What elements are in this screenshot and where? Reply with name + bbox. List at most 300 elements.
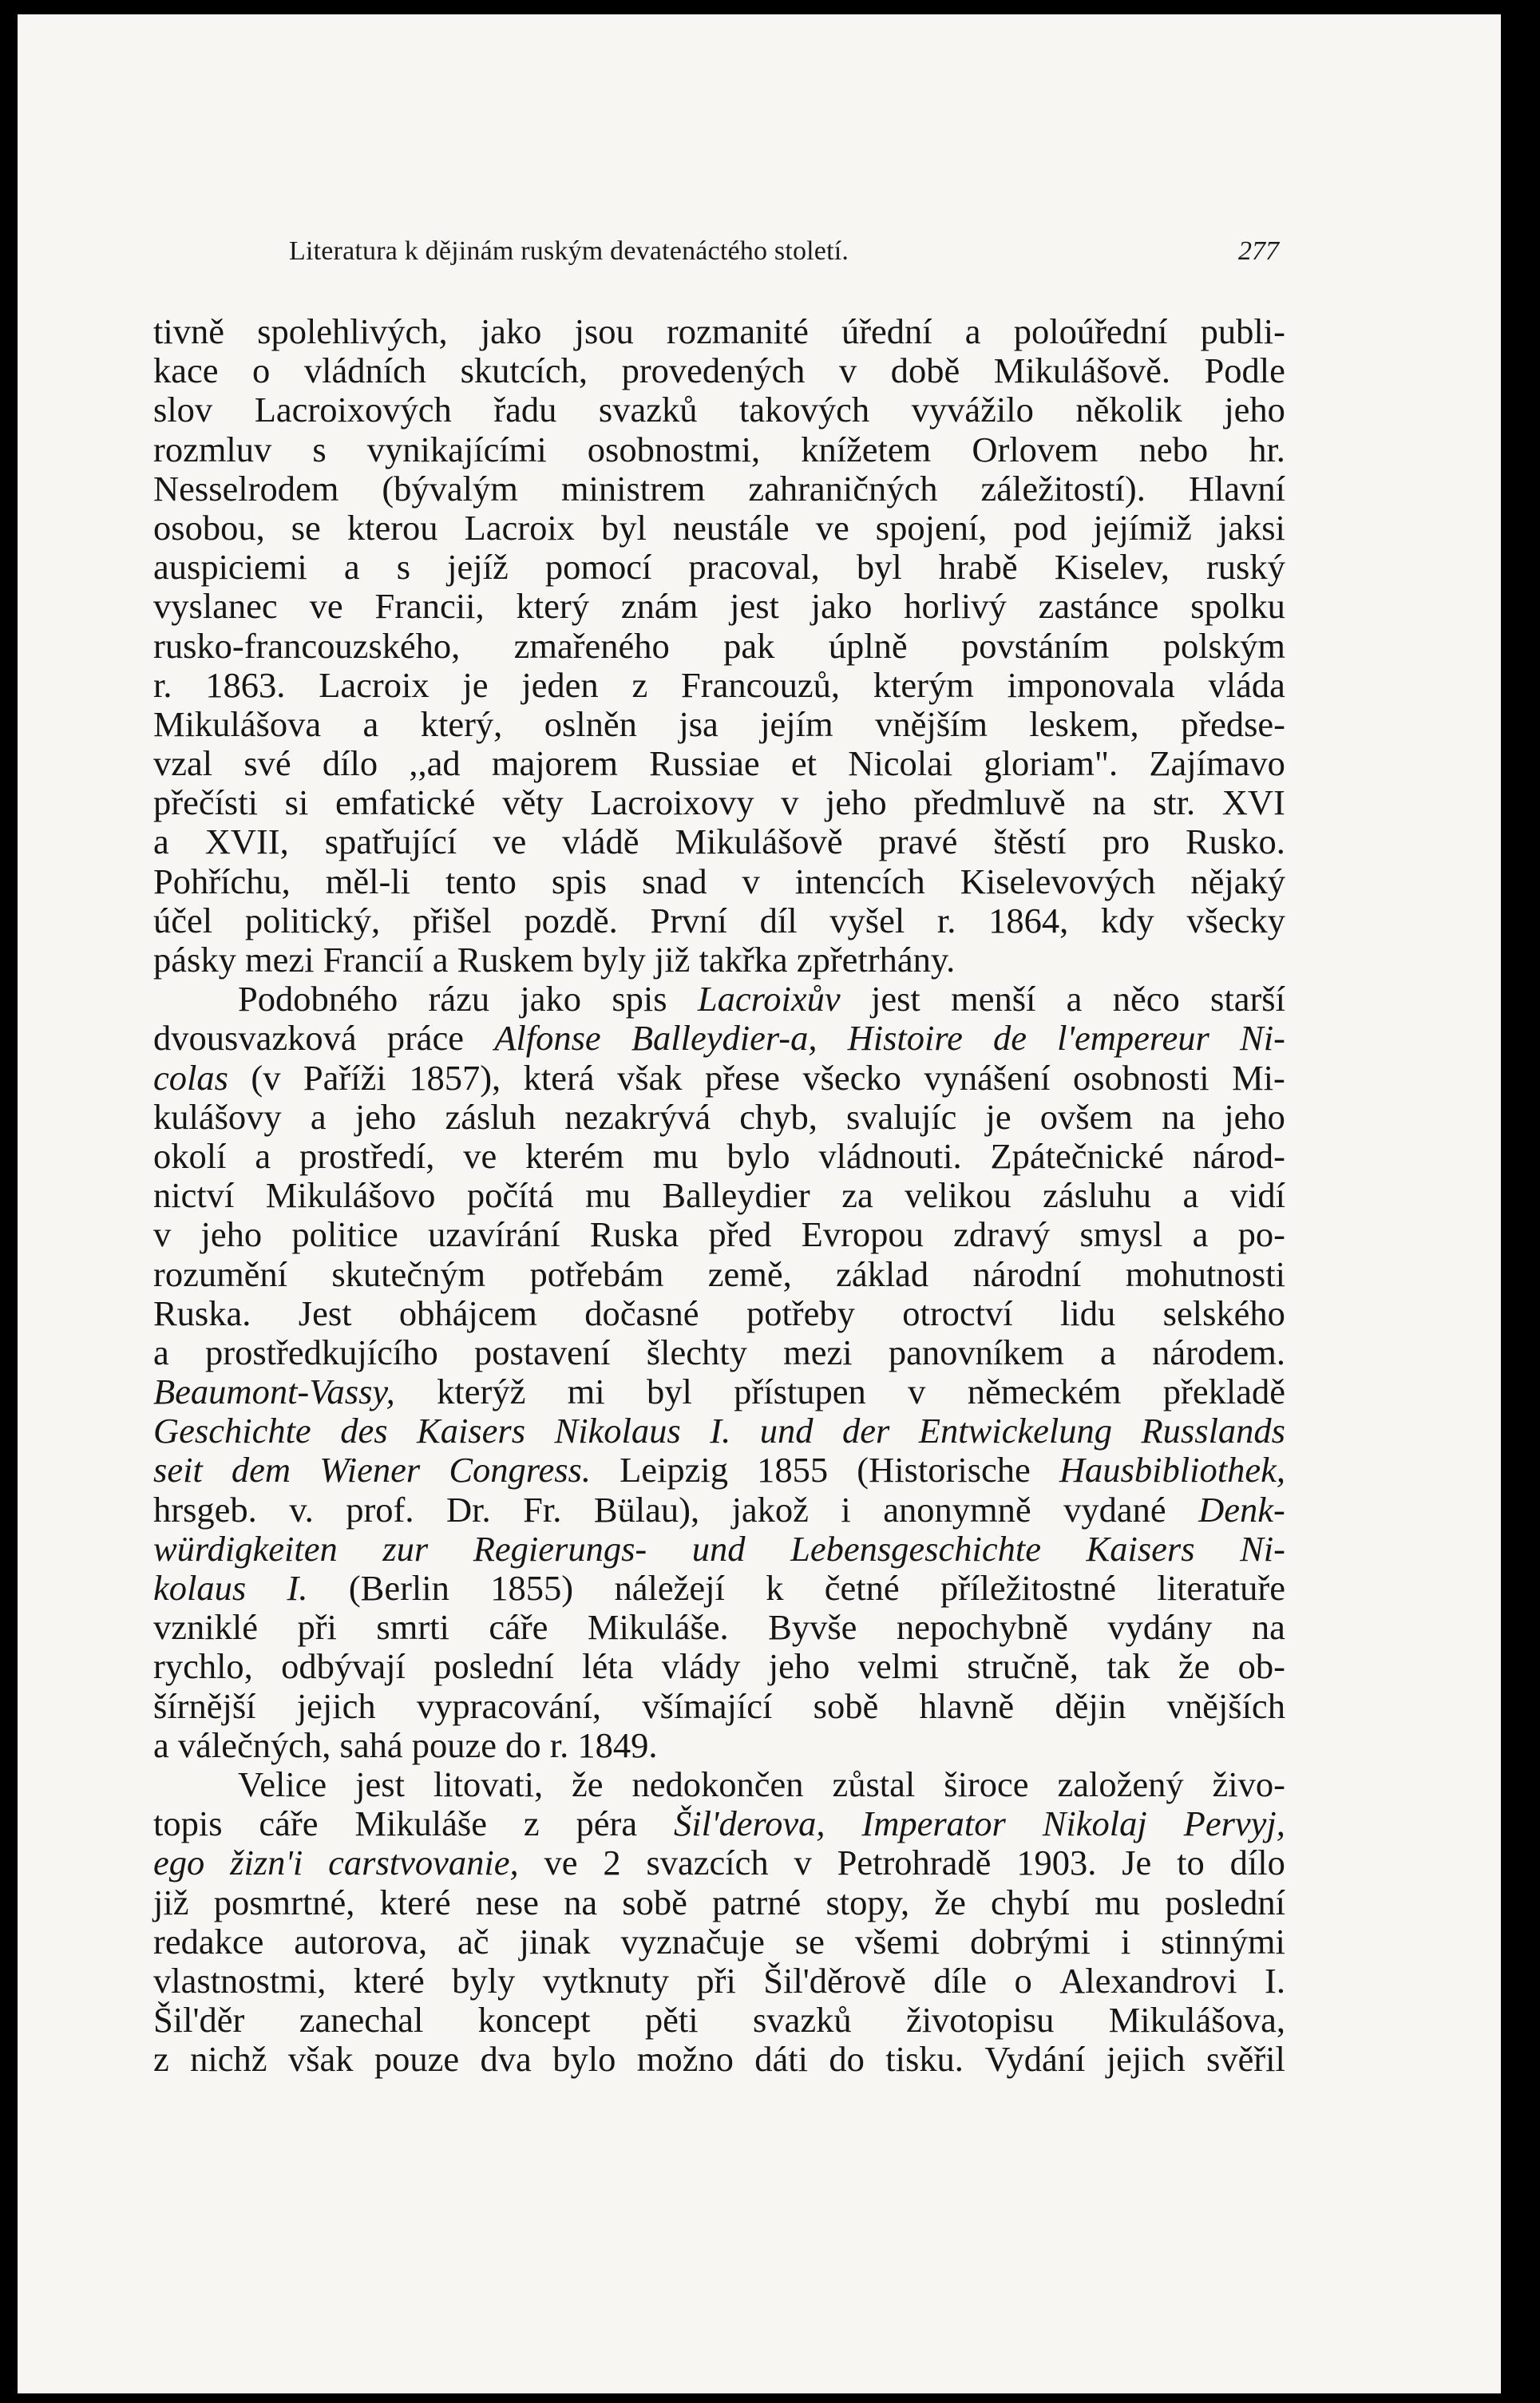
word: ego: [153, 1843, 205, 1883]
word: která: [523, 1057, 595, 1098]
word: potřebám: [529, 1253, 664, 1294]
word: do: [505, 1724, 550, 1765]
word: vzniklé: [153, 1607, 258, 1648]
word: kulášovy: [153, 1096, 282, 1137]
word: úřední: [841, 311, 932, 351]
text-line: [153, 627, 1285, 666]
word: zahraničných: [748, 468, 938, 509]
word: Nikolaj: [1042, 1803, 1147, 1844]
word: jejíž: [447, 547, 509, 588]
word: tisku.: [885, 2039, 964, 2080]
text-line: [153, 469, 1285, 509]
word: byly: [582, 940, 655, 980]
word: spolku: [1190, 586, 1285, 627]
word: Ruska.: [153, 1293, 251, 1333]
text-line: [153, 1215, 1285, 1254]
word: rozmanité: [666, 311, 809, 351]
word: 1855): [490, 1568, 574, 1608]
word: počítá: [466, 1175, 554, 1216]
word: Hausbibliothek,: [1059, 1450, 1285, 1490]
word: několik: [1075, 390, 1182, 430]
word: přišel: [412, 900, 492, 940]
running-head: Literatura k dějinám ruským devatenáctého století.: [289, 236, 849, 266]
word: Kiselevových: [960, 861, 1156, 901]
word: a: [362, 703, 379, 744]
word: colas: [153, 1057, 228, 1098]
word: šírnější: [153, 1685, 256, 1726]
word: jejímiž: [1093, 507, 1192, 548]
word: Mikuláše.: [587, 1607, 729, 1648]
book-page: [18, 14, 1501, 2393]
word: přístupen: [734, 1372, 866, 1412]
word: že: [572, 1764, 604, 1804]
word: o: [1014, 1960, 1032, 2001]
word: pouze: [374, 2039, 460, 2080]
word: svazcích: [646, 1843, 769, 1883]
word: r.: [549, 1724, 578, 1765]
text-line: [153, 1530, 1285, 1569]
word: jeho: [825, 782, 887, 823]
word: Entwickelung: [918, 1411, 1112, 1451]
word: že: [1178, 1646, 1210, 1687]
word: uzavírání: [428, 1214, 560, 1255]
word: v: [794, 1843, 812, 1883]
word: redakce: [153, 1921, 264, 1962]
word: že: [934, 1882, 966, 1922]
word: práce: [386, 1018, 465, 1059]
word: (bývalým: [382, 468, 518, 509]
word: prostředkujícího: [205, 1332, 438, 1372]
word: Lacroix: [319, 664, 430, 705]
word: ve: [309, 586, 343, 627]
word: jaksi: [1217, 507, 1285, 548]
word: vytknuty: [542, 1960, 669, 2001]
word: takových: [738, 390, 870, 430]
word: Jest: [298, 1293, 352, 1333]
word: und: [759, 1411, 814, 1451]
word: jejich: [296, 1685, 376, 1726]
word: stručně,: [967, 1646, 1079, 1687]
word: dílo: [1229, 1843, 1285, 1883]
word: pod: [1013, 507, 1067, 548]
word: smrti: [376, 1607, 449, 1648]
word: neustále: [672, 507, 790, 548]
word: starší: [1210, 979, 1285, 1019]
word: díle: [933, 1960, 988, 2001]
word: 1855: [757, 1450, 829, 1490]
text-line: [153, 901, 1285, 940]
word: Francii,: [374, 586, 485, 627]
word: vláda: [1208, 664, 1285, 705]
word: v: [153, 1214, 172, 1255]
word: jest: [355, 1764, 405, 1804]
word: hlavně: [919, 1685, 1015, 1726]
word: jeho: [354, 1096, 417, 1137]
word: ve: [544, 1843, 578, 1883]
word: emfatické: [335, 782, 476, 823]
word: odbývají: [281, 1646, 406, 1687]
word: zůstal: [832, 1764, 916, 1804]
word: auspiciemi: [153, 547, 307, 588]
word: jako: [520, 979, 582, 1019]
word: dem: [231, 1450, 291, 1490]
text-line: [153, 1137, 1285, 1176]
word: Zajímavo: [1149, 743, 1285, 784]
word: jako: [480, 311, 542, 351]
word: Mikulášova,: [1108, 2000, 1285, 2041]
word: hrsgeb.: [153, 1489, 257, 1530]
word: ovšem: [1039, 1096, 1133, 1137]
word: a: [153, 1332, 169, 1372]
word: Pohříchu,: [153, 861, 291, 901]
word: Francií: [323, 940, 433, 980]
word: kolaus: [153, 1568, 247, 1608]
word: pěti: [644, 2000, 699, 2041]
text-line: [153, 1098, 1285, 1137]
word: byl: [646, 1372, 692, 1412]
word: koncept: [477, 2000, 591, 2041]
word: díl: [759, 900, 798, 940]
word: politice: [291, 1214, 398, 1255]
word: Byvše: [768, 1607, 857, 1648]
word: ač: [457, 1921, 489, 1962]
word: Francouzů,: [681, 664, 840, 705]
word: účel: [153, 900, 213, 940]
word: kterýž: [437, 1372, 526, 1412]
word: 1863.: [205, 664, 286, 705]
word: cáře: [489, 1607, 548, 1648]
word: vládních: [303, 350, 427, 391]
word: dva: [480, 2039, 532, 2080]
word: 1903.: [1016, 1843, 1097, 1883]
word: po-: [1237, 1214, 1285, 1255]
word: jejich: [1106, 2039, 1186, 2080]
word: osobou,: [153, 507, 265, 548]
word: mi: [567, 1372, 605, 1412]
word: obhájcem: [398, 1293, 537, 1333]
word: nebo: [1138, 429, 1209, 469]
word: Balleydier-a,: [631, 1018, 818, 1059]
word: dějin: [1055, 1685, 1126, 1726]
word: Imperator: [861, 1803, 1006, 1844]
text-line: [153, 1059, 1285, 1098]
word: Geschichte: [153, 1411, 311, 1451]
word: Russlands: [1141, 1411, 1285, 1451]
word: Nicolai: [848, 743, 953, 784]
word: Petrohradě: [837, 1843, 992, 1883]
word: a: [1182, 1175, 1199, 1216]
word: str.: [1152, 782, 1196, 823]
word: a: [153, 821, 169, 862]
word: překladě: [1162, 1372, 1285, 1412]
word: kterém: [525, 1135, 624, 1176]
word: horlivý: [904, 586, 1007, 627]
word: XVI: [1221, 782, 1285, 823]
word: Lacroix: [464, 507, 575, 548]
word: bylo: [552, 2039, 616, 2080]
word: hrabě: [938, 547, 1018, 588]
word: vládnouti.: [818, 1135, 962, 1176]
word: a: [153, 1724, 178, 1765]
word: jakož: [731, 1489, 809, 1530]
word: mu: [1095, 1882, 1140, 1922]
word: r.: [153, 664, 172, 705]
word: oslněn: [544, 703, 637, 744]
word: již: [654, 940, 699, 980]
word: Pervyj,: [1183, 1803, 1285, 1844]
word: des: [340, 1411, 388, 1451]
word: Podobného: [238, 979, 398, 1019]
word: Regierungs-: [473, 1528, 647, 1569]
word: Je: [1122, 1843, 1152, 1883]
word: Ruskem: [457, 940, 583, 980]
body-text: [153, 312, 1285, 2079]
word: pásky: [153, 940, 245, 980]
word: náležejí: [614, 1568, 725, 1608]
word: je: [462, 664, 489, 705]
word: bylo: [726, 1135, 790, 1176]
word: würdigkeiten: [153, 1528, 338, 1569]
word: menší: [951, 979, 1036, 1019]
word: jeden: [521, 664, 599, 705]
word: vyvážilo: [911, 390, 1034, 430]
word: rázu: [428, 979, 490, 1019]
word: německém: [967, 1372, 1122, 1412]
word: und: [691, 1528, 746, 1569]
word: úplně: [828, 625, 908, 666]
word: spatřující: [324, 821, 457, 862]
word: Mikulášově.: [993, 350, 1170, 391]
word: knížetem: [801, 429, 932, 469]
word: Orlovem: [972, 429, 1099, 469]
text-line: [153, 1176, 1285, 1215]
word: patrné: [712, 1882, 802, 1922]
word: jsa: [679, 703, 719, 744]
word: posmrtné,: [213, 1882, 355, 1922]
word: na: [564, 1882, 598, 1922]
word: Fr.: [523, 1489, 562, 1530]
word: Hlavní: [1188, 468, 1285, 509]
text-line: [153, 430, 1285, 469]
word: mohutnosti: [1125, 1253, 1285, 1294]
word: rychlo,: [153, 1646, 253, 1687]
word: Velice: [238, 1764, 327, 1804]
word: Nikolaus: [554, 1411, 681, 1451]
word: Nesselrodem: [153, 468, 339, 509]
word: Wiener: [319, 1450, 421, 1490]
word: autorova,: [294, 1921, 428, 1962]
text-line: [153, 1962, 1285, 2001]
word: intencích: [794, 861, 925, 901]
word: s: [312, 429, 327, 469]
text-line: [153, 548, 1285, 587]
text-line: [153, 862, 1285, 901]
word: svěřil: [1206, 2039, 1285, 2080]
word: chybí: [991, 1882, 1070, 1922]
word: věty: [502, 782, 564, 823]
text-line: [153, 744, 1285, 783]
word: Alexandrovi: [1059, 1960, 1237, 2001]
word: jest: [870, 979, 920, 1019]
word: z: [631, 664, 648, 705]
word: pracoval,: [688, 547, 820, 588]
word: Kaisers: [417, 1411, 526, 1451]
word: v: [781, 782, 799, 823]
word: ve: [493, 821, 527, 862]
word: vzal: [153, 743, 213, 784]
word: panovníkem: [888, 1332, 1064, 1372]
text-line: [153, 1333, 1285, 1372]
word: otroctví: [902, 1293, 1013, 1333]
word: v.: [289, 1489, 314, 1530]
word: svazků: [753, 2000, 852, 2041]
word: z: [153, 2039, 169, 2080]
word: kace: [153, 350, 219, 391]
word: na: [1092, 782, 1126, 823]
word: zásluhu: [1043, 1175, 1152, 1216]
text-line: [153, 980, 1285, 1019]
word: kdy: [1100, 900, 1154, 940]
word: jsou: [574, 311, 634, 351]
word: Mi-: [1232, 1057, 1285, 1098]
word: Evropou: [801, 1214, 924, 1255]
word: pouze: [411, 1724, 506, 1765]
word: se: [291, 507, 321, 548]
word: vynášení: [924, 1057, 1051, 1098]
word: vyslanec: [153, 586, 278, 627]
word: a: [1066, 979, 1083, 1019]
word: ,,ad: [409, 743, 461, 784]
word: však: [287, 2039, 354, 2080]
text-line: [153, 390, 1285, 430]
word: První: [650, 900, 727, 940]
text-line: [153, 351, 1285, 390]
word: všecky: [1186, 900, 1285, 940]
word: byl: [856, 547, 902, 588]
word: l'empereur: [1057, 1018, 1209, 1059]
word: spis: [551, 861, 608, 901]
word: zastánce: [1038, 586, 1159, 627]
word: Kiselev,: [1054, 547, 1170, 588]
word: 1857),: [409, 1057, 501, 1098]
word: žizn'i: [230, 1843, 303, 1883]
word: to: [1177, 1843, 1205, 1883]
word: vládě: [562, 821, 639, 862]
word: pro: [1102, 821, 1150, 862]
text-line: [153, 1687, 1285, 1726]
word: nichž: [190, 2039, 267, 2080]
word: Alfonse: [494, 1018, 601, 1059]
word: vnějším: [875, 703, 988, 744]
text-line: [153, 1255, 1285, 1294]
word: Histoire: [847, 1018, 963, 1059]
word: I.: [710, 1411, 731, 1451]
word: záležitostí).: [980, 468, 1146, 509]
word: a: [310, 1096, 327, 1137]
word: Bülau),: [593, 1489, 700, 1530]
word: poslední: [433, 1646, 554, 1687]
text-line: [153, 1608, 1285, 1647]
word: všemi: [854, 1921, 940, 1962]
word: publi-: [1200, 311, 1285, 351]
word: i: [841, 1489, 851, 1530]
word: spis: [612, 979, 667, 1019]
word: který: [516, 586, 589, 627]
word: Mikuláše: [354, 1803, 487, 1844]
word: době: [890, 350, 960, 391]
word: leskem,: [1029, 703, 1139, 744]
word: a: [964, 311, 981, 351]
word: i: [1120, 1921, 1131, 1962]
word: slov: [153, 390, 213, 430]
word: dočasné: [584, 1293, 699, 1333]
word: za: [841, 1175, 873, 1216]
word: 1849.: [577, 1724, 658, 1765]
word: národní: [972, 1253, 1082, 1294]
word: tak: [1107, 1646, 1150, 1687]
word: si: [284, 782, 309, 823]
page-number: 277: [1238, 236, 1279, 266]
word: postavení: [473, 1332, 611, 1372]
word: Lacroixův: [697, 979, 841, 1019]
word: předse-: [1181, 703, 1285, 744]
word: Ruska: [589, 1214, 679, 1255]
word: stopy,: [825, 1882, 910, 1922]
word: mezi: [783, 1332, 853, 1372]
word: na: [1162, 1096, 1196, 1137]
word: ve: [463, 1135, 497, 1176]
word: ob-: [1237, 1646, 1285, 1687]
word: smysl: [1079, 1214, 1163, 1255]
word: založený: [1057, 1764, 1184, 1804]
text-line: [153, 2001, 1285, 2040]
word: potřeby: [746, 1293, 855, 1333]
word: lidu: [1060, 1293, 1116, 1333]
word: které: [353, 1960, 425, 2001]
word: I.: [287, 1568, 308, 1608]
text-line: [153, 1726, 1285, 1765]
word: Ni-: [1240, 1528, 1285, 1569]
word: osobnostmi,: [587, 429, 761, 469]
word: imponovala: [1007, 664, 1175, 705]
word: 1864,: [988, 900, 1069, 940]
word: vlády: [661, 1646, 741, 1687]
word: životopisu: [905, 2000, 1055, 2041]
text-line: [153, 587, 1285, 626]
word: velmi: [857, 1646, 940, 1687]
word: topis: [153, 1803, 223, 1844]
word: majorem: [491, 743, 618, 784]
word: Leipzig: [620, 1450, 729, 1490]
word: přečísti: [153, 782, 258, 823]
text-line: [153, 1843, 1285, 1882]
word: Balleydier: [662, 1175, 810, 1216]
text-line: [153, 783, 1285, 822]
word: nese: [475, 1882, 539, 1922]
word: jeho: [1224, 1096, 1285, 1137]
word: a: [343, 547, 360, 588]
word: de: [992, 1018, 1027, 1059]
word: v: [908, 1372, 926, 1412]
text-line: [153, 940, 1285, 980]
word: povstáním: [960, 625, 1110, 666]
word: sahá: [339, 1724, 412, 1765]
text-line: [153, 1372, 1285, 1411]
word: z: [523, 1803, 540, 1844]
word: štěstí: [993, 821, 1067, 862]
word: svalujíc: [845, 1096, 957, 1137]
word: země,: [707, 1253, 792, 1294]
